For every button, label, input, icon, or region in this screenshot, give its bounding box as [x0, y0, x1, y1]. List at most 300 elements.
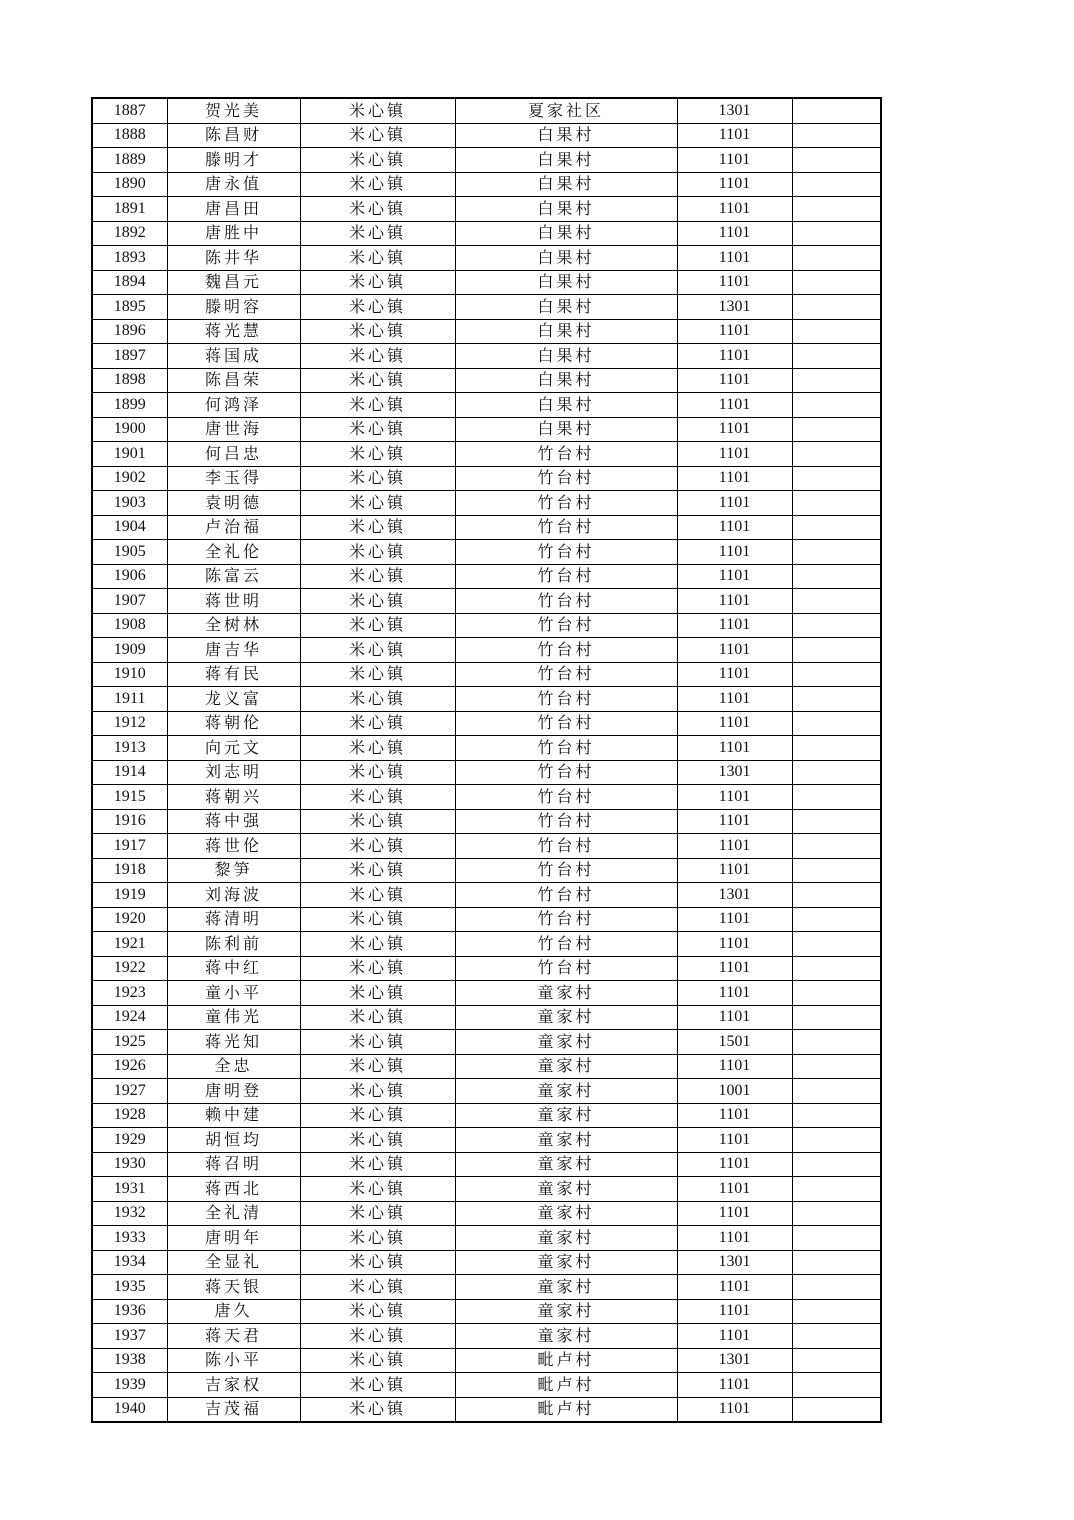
- person-name: 陈利前: [167, 932, 300, 957]
- person-name: 蒋朝伦: [167, 711, 300, 736]
- village-name: 竹台村: [455, 785, 677, 810]
- note-cell: [792, 834, 881, 859]
- town-name: 米心镇: [300, 1348, 455, 1373]
- person-name: 蒋天银: [167, 1275, 300, 1300]
- person-name: 全忠: [167, 1054, 300, 1079]
- town-name: 米心镇: [300, 1177, 455, 1202]
- table-row: [92, 368, 881, 393]
- note-cell: [792, 319, 881, 344]
- category-code: 1101: [677, 123, 792, 148]
- table-row: [92, 956, 881, 981]
- town-name: 米心镇: [300, 858, 455, 883]
- village-name: 童家村: [455, 1177, 677, 1202]
- category-code: 1101: [677, 809, 792, 834]
- town-name: 米心镇: [300, 466, 455, 491]
- category-code: 1301: [677, 760, 792, 785]
- village-name: 童家村: [455, 1005, 677, 1030]
- town-name: 米心镇: [300, 515, 455, 540]
- person-name: 李玉得: [167, 466, 300, 491]
- row-number: 1922: [92, 956, 167, 981]
- village-name: 童家村: [455, 1152, 677, 1177]
- roster-body: [92, 98, 881, 1422]
- person-name: 魏昌元: [167, 270, 300, 295]
- town-name: 米心镇: [300, 711, 455, 736]
- note-cell: [792, 858, 881, 883]
- table-row: [92, 1250, 881, 1275]
- table-row: [92, 981, 881, 1006]
- note-cell: [792, 246, 881, 271]
- town-name: 米心镇: [300, 1152, 455, 1177]
- table-row: [92, 883, 881, 908]
- category-code: 1101: [677, 1373, 792, 1398]
- category-code: 1101: [677, 1054, 792, 1079]
- person-name: 陈井华: [167, 246, 300, 271]
- note-cell: [792, 711, 881, 736]
- village-name: 白果村: [455, 295, 677, 320]
- town-name: 米心镇: [300, 319, 455, 344]
- person-name: 滕明容: [167, 295, 300, 320]
- town-name: 米心镇: [300, 1250, 455, 1275]
- town-name: 米心镇: [300, 1275, 455, 1300]
- person-name: 蒋天君: [167, 1324, 300, 1349]
- person-name: 蒋中强: [167, 809, 300, 834]
- person-name: 蒋朝兴: [167, 785, 300, 810]
- note-cell: [792, 393, 881, 418]
- note-cell: [792, 1128, 881, 1153]
- row-number: 1900: [92, 417, 167, 442]
- person-name: 卢治福: [167, 515, 300, 540]
- row-number: 1919: [92, 883, 167, 908]
- table-row: [92, 809, 881, 834]
- person-name: 蒋世明: [167, 589, 300, 614]
- person-name: 刘志明: [167, 760, 300, 785]
- table-row: [92, 1177, 881, 1202]
- village-name: 毗卢村: [455, 1397, 677, 1422]
- table-row: [92, 1299, 881, 1324]
- table-row: [92, 711, 881, 736]
- village-name: 童家村: [455, 1103, 677, 1128]
- table-row: [92, 221, 881, 246]
- village-name: 童家村: [455, 1324, 677, 1349]
- person-name: 唐明年: [167, 1226, 300, 1251]
- row-number: 1890: [92, 172, 167, 197]
- town-name: 米心镇: [300, 148, 455, 173]
- person-name: 蒋光慧: [167, 319, 300, 344]
- note-cell: [792, 270, 881, 295]
- category-code: 1101: [677, 319, 792, 344]
- row-number: 1935: [92, 1275, 167, 1300]
- note-cell: [792, 515, 881, 540]
- town-name: 米心镇: [300, 736, 455, 761]
- category-code: 1101: [677, 1005, 792, 1030]
- category-code: 1101: [677, 1226, 792, 1251]
- note-cell: [792, 1152, 881, 1177]
- note-cell: [792, 1030, 881, 1055]
- category-code: 1101: [677, 197, 792, 222]
- village-name: 竹台村: [455, 442, 677, 467]
- category-code: 1101: [677, 1324, 792, 1349]
- person-name: 袁明德: [167, 491, 300, 516]
- person-name: 陈小平: [167, 1348, 300, 1373]
- row-number: 1904: [92, 515, 167, 540]
- category-code: 1101: [677, 711, 792, 736]
- village-name: 竹台村: [455, 907, 677, 932]
- village-name: 竹台村: [455, 834, 677, 859]
- village-name: 童家村: [455, 1030, 677, 1055]
- village-name: 竹台村: [455, 711, 677, 736]
- note-cell: [792, 613, 881, 638]
- person-name: 滕明才: [167, 148, 300, 173]
- note-cell: [792, 1079, 881, 1104]
- table-row: [92, 1152, 881, 1177]
- row-number: 1887: [92, 98, 167, 123]
- note-cell: [792, 1275, 881, 1300]
- village-name: 白果村: [455, 172, 677, 197]
- table-row: [92, 270, 881, 295]
- village-name: 童家村: [455, 1275, 677, 1300]
- village-name: 白果村: [455, 344, 677, 369]
- person-name: 向元文: [167, 736, 300, 761]
- roster-table: [91, 97, 882, 1423]
- note-cell: [792, 417, 881, 442]
- person-name: 蒋西北: [167, 1177, 300, 1202]
- person-name: 陈昌荣: [167, 368, 300, 393]
- village-name: 白果村: [455, 197, 677, 222]
- town-name: 米心镇: [300, 662, 455, 687]
- village-name: 白果村: [455, 417, 677, 442]
- row-number: 1896: [92, 319, 167, 344]
- note-cell: [792, 295, 881, 320]
- category-code: 1101: [677, 221, 792, 246]
- category-code: 1101: [677, 442, 792, 467]
- village-name: 竹台村: [455, 613, 677, 638]
- village-name: 童家村: [455, 1079, 677, 1104]
- table-row: [92, 589, 881, 614]
- category-code: 1101: [677, 613, 792, 638]
- person-name: 蒋国成: [167, 344, 300, 369]
- row-number: 1894: [92, 270, 167, 295]
- row-number: 1923: [92, 981, 167, 1006]
- note-cell: [792, 589, 881, 614]
- table-row: [92, 638, 881, 663]
- person-name: 全礼清: [167, 1201, 300, 1226]
- row-number: 1939: [92, 1373, 167, 1398]
- row-number: 1902: [92, 466, 167, 491]
- row-number: 1899: [92, 393, 167, 418]
- person-name: 蒋光知: [167, 1030, 300, 1055]
- village-name: 竹台村: [455, 564, 677, 589]
- row-number: 1921: [92, 932, 167, 957]
- note-cell: [792, 491, 881, 516]
- row-number: 1907: [92, 589, 167, 614]
- town-name: 米心镇: [300, 123, 455, 148]
- person-name: 黎笋: [167, 858, 300, 883]
- table-row: [92, 687, 881, 712]
- person-name: 胡恒均: [167, 1128, 300, 1153]
- table-row: [92, 344, 881, 369]
- note-cell: [792, 1373, 881, 1398]
- note-cell: [792, 1201, 881, 1226]
- village-name: 竹台村: [455, 540, 677, 565]
- village-name: 白果村: [455, 393, 677, 418]
- town-name: 米心镇: [300, 1397, 455, 1422]
- village-name: 童家村: [455, 981, 677, 1006]
- row-number: 1916: [92, 809, 167, 834]
- village-name: 竹台村: [455, 638, 677, 663]
- note-cell: [792, 687, 881, 712]
- table-row: [92, 907, 881, 932]
- note-cell: [792, 1250, 881, 1275]
- town-name: 米心镇: [300, 589, 455, 614]
- village-name: 毗卢村: [455, 1348, 677, 1373]
- person-name: 唐明登: [167, 1079, 300, 1104]
- row-number: 1911: [92, 687, 167, 712]
- category-code: 1101: [677, 589, 792, 614]
- village-name: 竹台村: [455, 809, 677, 834]
- person-name: 唐吉华: [167, 638, 300, 663]
- category-code: 1101: [677, 368, 792, 393]
- table-row: [92, 1275, 881, 1300]
- table-row: [92, 736, 881, 761]
- person-name: 吉家权: [167, 1373, 300, 1398]
- person-name: 全树林: [167, 613, 300, 638]
- town-name: 米心镇: [300, 1201, 455, 1226]
- note-cell: [792, 442, 881, 467]
- note-cell: [792, 1054, 881, 1079]
- village-name: 竹台村: [455, 883, 677, 908]
- person-name: 蒋召明: [167, 1152, 300, 1177]
- person-name: 蒋有民: [167, 662, 300, 687]
- person-name: 何鸿泽: [167, 393, 300, 418]
- table-row: [92, 1373, 881, 1398]
- person-name: 陈富云: [167, 564, 300, 589]
- category-code: 1301: [677, 883, 792, 908]
- note-cell: [792, 1177, 881, 1202]
- person-name: 刘海波: [167, 883, 300, 908]
- village-name: 竹台村: [455, 687, 677, 712]
- table-row: [92, 1054, 881, 1079]
- row-number: 1937: [92, 1324, 167, 1349]
- row-number: 1898: [92, 368, 167, 393]
- category-code: 1301: [677, 295, 792, 320]
- town-name: 米心镇: [300, 932, 455, 957]
- table-row: [92, 393, 881, 418]
- table-row: [92, 932, 881, 957]
- note-cell: [792, 148, 881, 173]
- note-cell: [792, 760, 881, 785]
- note-cell: [792, 1397, 881, 1422]
- town-name: 米心镇: [300, 1226, 455, 1251]
- village-name: 毗卢村: [455, 1373, 677, 1398]
- person-name: 陈昌财: [167, 123, 300, 148]
- category-code: 1501: [677, 1030, 792, 1055]
- town-name: 米心镇: [300, 540, 455, 565]
- row-number: 1915: [92, 785, 167, 810]
- row-number: 1906: [92, 564, 167, 589]
- person-name: 全显礼: [167, 1250, 300, 1275]
- village-name: 白果村: [455, 148, 677, 173]
- town-name: 米心镇: [300, 1054, 455, 1079]
- table-row: [92, 834, 881, 859]
- category-code: 1101: [677, 687, 792, 712]
- table-row: [92, 1348, 881, 1373]
- note-cell: [792, 1103, 881, 1128]
- category-code: 1101: [677, 932, 792, 957]
- category-code: 1301: [677, 1348, 792, 1373]
- town-name: 米心镇: [300, 393, 455, 418]
- village-name: 竹台村: [455, 736, 677, 761]
- table-row: [92, 1397, 881, 1422]
- table-row: [92, 1201, 881, 1226]
- row-number: 1934: [92, 1250, 167, 1275]
- table-row: [92, 1005, 881, 1030]
- table-row: [92, 148, 881, 173]
- row-number: 1892: [92, 221, 167, 246]
- town-name: 米心镇: [300, 1103, 455, 1128]
- row-number: 1891: [92, 197, 167, 222]
- town-name: 米心镇: [300, 221, 455, 246]
- note-cell: [792, 1226, 881, 1251]
- village-name: 童家村: [455, 1054, 677, 1079]
- village-name: 竹台村: [455, 662, 677, 687]
- row-number: 1930: [92, 1152, 167, 1177]
- category-code: 1101: [677, 1152, 792, 1177]
- row-number: 1908: [92, 613, 167, 638]
- category-code: 1101: [677, 907, 792, 932]
- village-name: 童家村: [455, 1201, 677, 1226]
- town-name: 米心镇: [300, 883, 455, 908]
- town-name: 米心镇: [300, 442, 455, 467]
- category-code: 1301: [677, 1250, 792, 1275]
- village-name: 童家村: [455, 1226, 677, 1251]
- note-cell: [792, 123, 881, 148]
- row-number: 1920: [92, 907, 167, 932]
- note-cell: [792, 981, 881, 1006]
- village-name: 童家村: [455, 1250, 677, 1275]
- row-number: 1924: [92, 1005, 167, 1030]
- category-code: 1101: [677, 270, 792, 295]
- town-name: 米心镇: [300, 907, 455, 932]
- note-cell: [792, 172, 881, 197]
- table-row: [92, 613, 881, 638]
- row-number: 1897: [92, 344, 167, 369]
- village-name: 竹台村: [455, 515, 677, 540]
- table-row: [92, 1030, 881, 1055]
- person-name: 龙义富: [167, 687, 300, 712]
- note-cell: [792, 736, 881, 761]
- table-row: [92, 98, 881, 123]
- town-name: 米心镇: [300, 785, 455, 810]
- town-name: 米心镇: [300, 344, 455, 369]
- village-name: 白果村: [455, 123, 677, 148]
- person-name: 蒋世伦: [167, 834, 300, 859]
- row-number: 1903: [92, 491, 167, 516]
- table-row: [92, 491, 881, 516]
- table-row: [92, 442, 881, 467]
- category-code: 1001: [677, 1079, 792, 1104]
- town-name: 米心镇: [300, 1079, 455, 1104]
- category-code: 1101: [677, 148, 792, 173]
- note-cell: [792, 466, 881, 491]
- note-cell: [792, 956, 881, 981]
- town-name: 米心镇: [300, 564, 455, 589]
- category-code: 1101: [677, 466, 792, 491]
- row-number: 1912: [92, 711, 167, 736]
- note-cell: [792, 1324, 881, 1349]
- note-cell: [792, 809, 881, 834]
- category-code: 1101: [677, 638, 792, 663]
- row-number: 1932: [92, 1201, 167, 1226]
- town-name: 米心镇: [300, 687, 455, 712]
- category-code: 1101: [677, 834, 792, 859]
- person-name: 何吕忠: [167, 442, 300, 467]
- row-number: 1940: [92, 1397, 167, 1422]
- person-name: 贺光美: [167, 98, 300, 123]
- person-name: 蒋清明: [167, 907, 300, 932]
- village-name: 竹台村: [455, 760, 677, 785]
- town-name: 米心镇: [300, 1373, 455, 1398]
- row-number: 1889: [92, 148, 167, 173]
- note-cell: [792, 785, 881, 810]
- category-code: 1101: [677, 662, 792, 687]
- table-row: [92, 295, 881, 320]
- row-number: 1895: [92, 295, 167, 320]
- note-cell: [792, 344, 881, 369]
- table-row: [92, 466, 881, 491]
- table-row: [92, 197, 881, 222]
- town-name: 米心镇: [300, 1030, 455, 1055]
- village-name: 竹台村: [455, 589, 677, 614]
- village-name: 竹台村: [455, 466, 677, 491]
- person-name: 蒋中红: [167, 956, 300, 981]
- row-number: 1918: [92, 858, 167, 883]
- category-code: 1301: [677, 98, 792, 123]
- town-name: 米心镇: [300, 1324, 455, 1349]
- town-name: 米心镇: [300, 295, 455, 320]
- row-number: 1938: [92, 1348, 167, 1373]
- row-number: 1928: [92, 1103, 167, 1128]
- row-number: 1936: [92, 1299, 167, 1324]
- category-code: 1101: [677, 344, 792, 369]
- table-row: [92, 1226, 881, 1251]
- category-code: 1101: [677, 1128, 792, 1153]
- village-name: 竹台村: [455, 956, 677, 981]
- row-number: 1926: [92, 1054, 167, 1079]
- table-row: [92, 564, 881, 589]
- table-row: [92, 515, 881, 540]
- table-row: [92, 540, 881, 565]
- village-name: 夏家社区: [455, 98, 677, 123]
- row-number: 1925: [92, 1030, 167, 1055]
- category-code: 1101: [677, 564, 792, 589]
- village-name: 白果村: [455, 368, 677, 393]
- table-row: [92, 172, 881, 197]
- town-name: 米心镇: [300, 809, 455, 834]
- note-cell: [792, 1005, 881, 1030]
- row-number: 1910: [92, 662, 167, 687]
- table-row: [92, 785, 881, 810]
- category-code: 1101: [677, 515, 792, 540]
- category-code: 1101: [677, 491, 792, 516]
- person-name: 唐久: [167, 1299, 300, 1324]
- town-name: 米心镇: [300, 760, 455, 785]
- row-number: 1905: [92, 540, 167, 565]
- table-row: [92, 1103, 881, 1128]
- table-row: [92, 246, 881, 271]
- row-number: 1929: [92, 1128, 167, 1153]
- town-name: 米心镇: [300, 98, 455, 123]
- note-cell: [792, 368, 881, 393]
